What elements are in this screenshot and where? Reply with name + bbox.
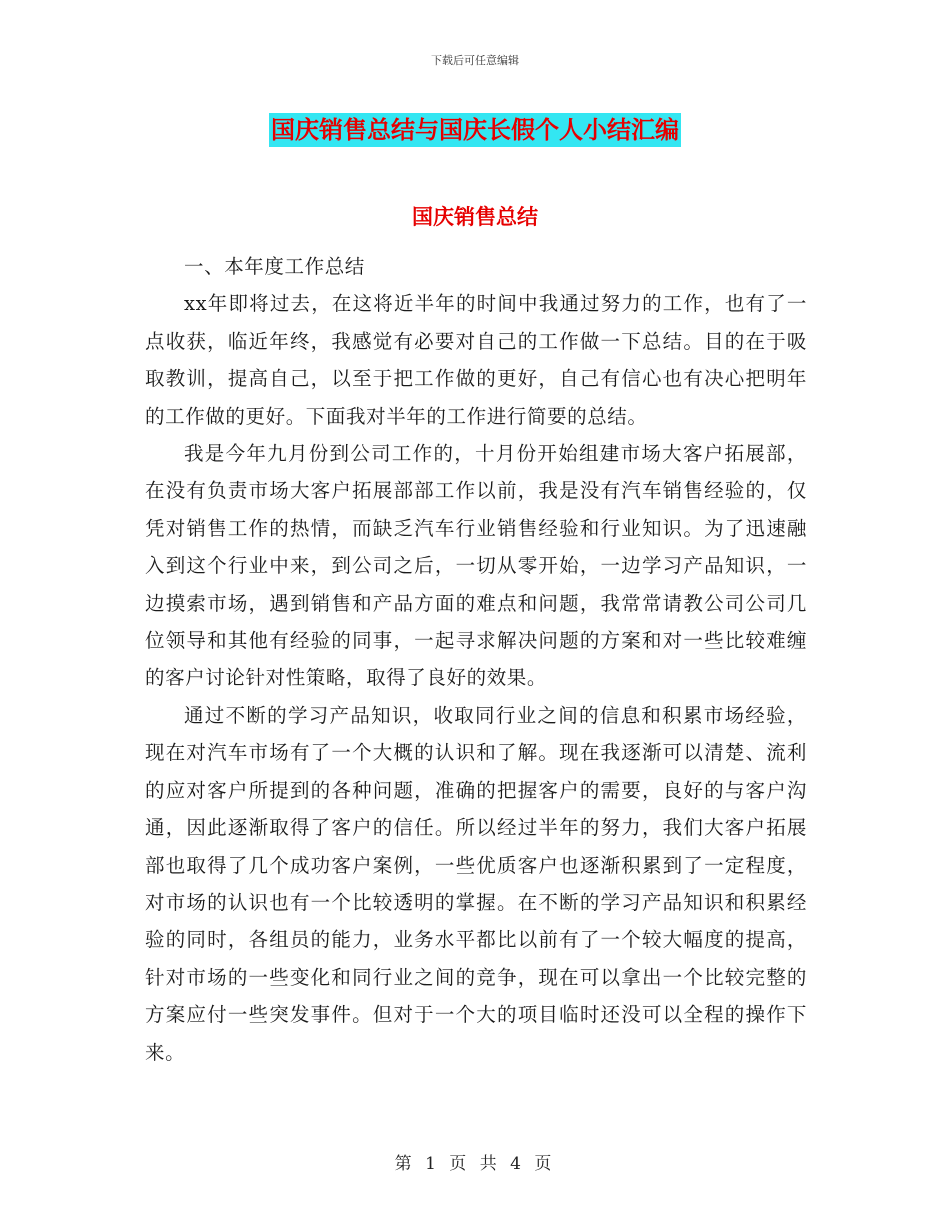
subheading: 一、本年度工作总结 [184, 255, 365, 278]
paragraph: 我是今年九月份到公司工作的，十月份开始组建市场大客户拓展部，在没有负责市场大客户拓展部部工作以前，我是没有汽车销售经验的，仅凭对销售工作的热情，而缺乏汽车行业销售经验和行业知识。为了迅速融入到这个行业中来，到公司之后，一切从零开始，一边学习产品知识，一边摸索市场，遇到销售和产品方面的难点和问题，我常常请教公司公司几位领导和其他有经验的同事，一起寻求解决问题的方案和对一些比较难缠的客户讨论针对性策略，取得了良好的效果。 [145, 442, 807, 690]
header-note: 下载后可任意编辑 [431, 54, 519, 67]
section-title: 国庆销售总结 [412, 205, 538, 229]
paragraph: xx年即将过去，在这将近半年的时间中我通过努力的工作，也有了一点收获，临近年终，我感觉有必要对自己的工作做一下总结。目的在于吸取教训，提高自己，以至于把工作做的更好，自己有信心也有决心把明年的工作做的更好。下面我对半年的工作进行简要的总结。 [145, 292, 807, 428]
page-footer: 第 1 页 共 4 页 [394, 1154, 556, 1174]
paragraph: 通过不断的学习产品知识，收取同行业之间的信息和积累市场经验，现在对汽车市场有了一个大概的认识和了解。现在我逐渐可以清楚、流利的应对客户所提到的各种问题，准确的把握客户的需要，良好的与客户沟通，因此逐渐取得了客户的信任。所以经过半年的努力，我们大客户拓展部也取得了几个成功客户案例，一些优质客户也逐渐积累到了一定程度，对市场的认识也有一个比较透明的掌握。在不断的学习产品知识和积累经验的同时，各组员的能力，业务水平都比以前有了一个较大幅度的提高，针对市场的一些变化和同行业之间的竞争，现在可以拿出一个比较完整的方案应付一些突发事件。但对于一个大的项目临时还没可以全程的操作下来。 [145, 703, 807, 1064]
document-title-container [0, 113, 950, 147]
document-title: 国庆销售总结与国庆长假个人小结汇编 [269, 113, 681, 147]
document-body [145, 248, 807, 1071]
